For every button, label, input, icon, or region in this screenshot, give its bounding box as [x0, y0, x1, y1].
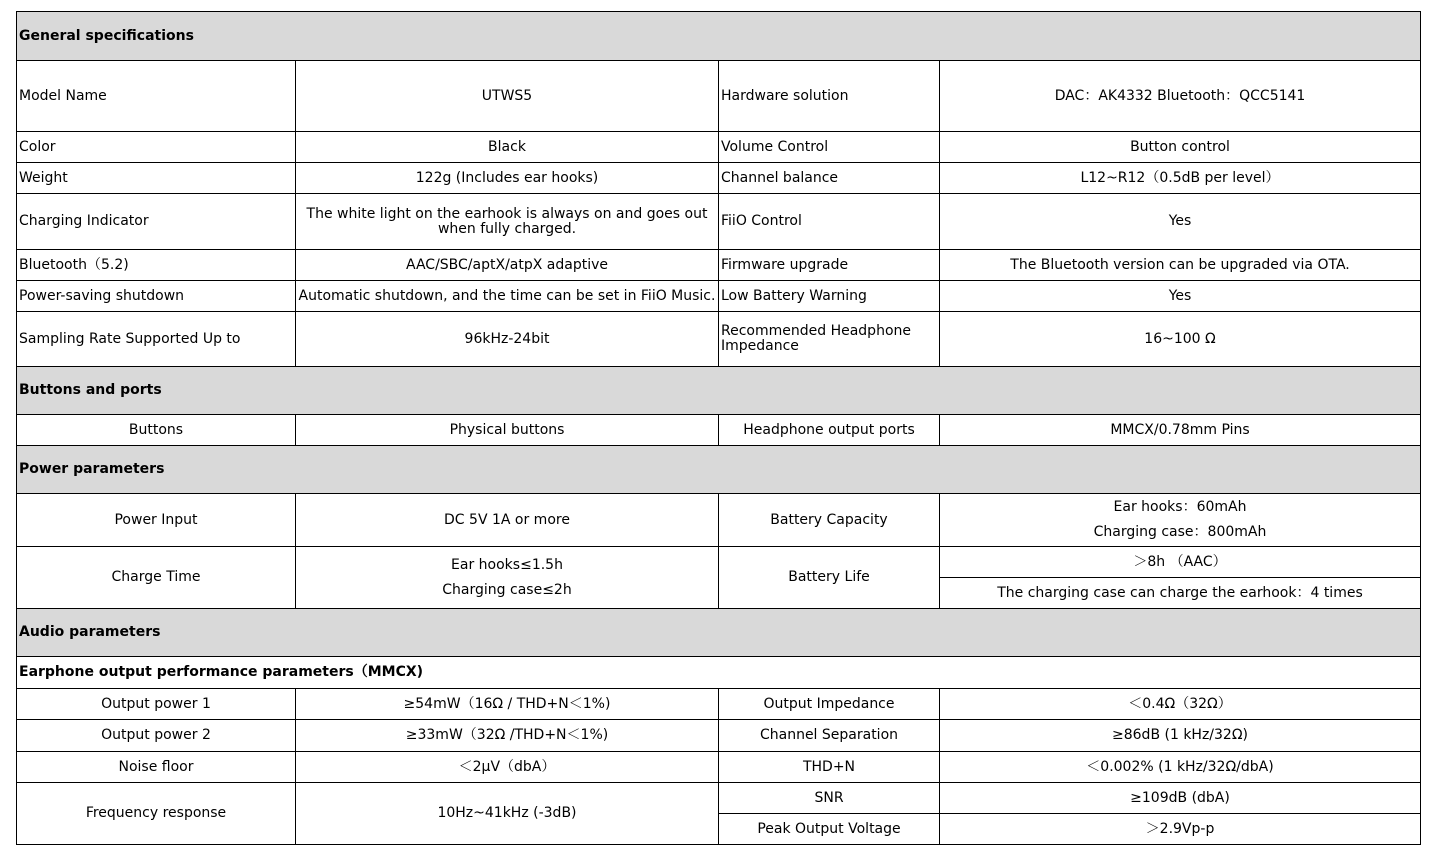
spec-label: THD+N [719, 752, 940, 783]
spec-label: Volume Control [719, 132, 940, 163]
spec-label: Model Name [17, 61, 296, 132]
spec-value: 122g (Includes ear hooks) [296, 163, 719, 194]
spec-value [296, 547, 719, 609]
spec-label: Channel balance [719, 163, 940, 194]
section-power-heading: Power parameters [17, 446, 1421, 494]
spec-label: Peak Output Voltage [719, 814, 940, 845]
spec-value: 96kHz-24bit [296, 312, 719, 367]
spec-label: Recommended Headphone Impedance [719, 312, 940, 367]
spec-value: MMCX/0.78mm Pins [940, 415, 1421, 446]
charge-ear-hooks: Ear hooks≤1.5h [451, 556, 563, 573]
spec-value: ≥109dB (dbA) [940, 783, 1421, 814]
spec-value: Black [296, 132, 719, 163]
spec-label: Headphone output ports [719, 415, 940, 446]
spec-value: ≥33mW（32Ω /THD+N＜1%) [296, 720, 719, 752]
spec-label: Power Input [17, 494, 296, 547]
spec-value: L12~R12（0.5dB per level） [940, 163, 1421, 194]
spec-value: ≥86dB (1 kHz/32Ω) [940, 720, 1421, 752]
subsection-earphone-heading: Earphone output performance parameters（MMCX) [17, 657, 1421, 689]
spec-table [16, 11, 1421, 845]
spec-value: Yes [940, 281, 1421, 312]
spec-label: Battery Life [719, 547, 940, 609]
spec-label: Battery Capacity [719, 494, 940, 547]
spec-value: The white light on the earhook is always on and goes out when fully charged. [296, 194, 719, 250]
charge-charging-case: Charging case≤2h [442, 581, 572, 598]
spec-value: Button control [940, 132, 1421, 163]
spec-value: UTWS5 [296, 61, 719, 132]
spec-value: 16~100 Ω [940, 312, 1421, 367]
spec-label: Output power 1 [17, 689, 296, 720]
spec-label: Output power 2 [17, 720, 296, 752]
spec-label: Bluetooth（5.2) [17, 250, 296, 281]
spec-label: Output Impedance [719, 689, 940, 720]
spec-value: DAC：AK4332 Bluetooth：QCC5141 [940, 61, 1421, 132]
spec-value [940, 494, 1421, 547]
spec-label: Buttons [17, 415, 296, 446]
spec-label: Weight [17, 163, 296, 194]
spec-value: ＜0.002% (1 kHz/32Ω/dbA) [940, 752, 1421, 783]
spec-value: 10Hz~41kHz (-3dB) [296, 783, 719, 845]
spec-value: The charging case can charge the earhook：4 times [940, 578, 1421, 609]
spec-label: Channel Separation [719, 720, 940, 752]
spec-label: Frequency response [17, 783, 296, 845]
spec-value: Automatic shutdown, and the time can be set in FiiO Music. [296, 281, 719, 312]
spec-label: Hardware solution [719, 61, 940, 132]
spec-value: AAC/SBC/aptX/atpX adaptive [296, 250, 719, 281]
capacity-charging-case: Charging case：800mAh [1093, 524, 1267, 540]
spec-value: ≥54mW（16Ω / THD+N＜1%) [296, 689, 719, 720]
spec-label: Charging Indicator [17, 194, 296, 250]
section-general-heading: General specifications [17, 12, 1421, 61]
spec-value: The Bluetooth version can be upgraded via OTA. [940, 250, 1421, 281]
spec-label: SNR [719, 783, 940, 814]
capacity-ear-hooks: Ear hooks：60mAh [1113, 499, 1247, 515]
spec-value: Physical buttons [296, 415, 719, 446]
spec-value: Yes [940, 194, 1421, 250]
spec-label: Color [17, 132, 296, 163]
spec-label: Firmware upgrade [719, 250, 940, 281]
spec-label: Low Battery Warning [719, 281, 940, 312]
spec-label: Sampling Rate Supported Up to [17, 312, 296, 367]
spec-value: ＜0.4Ω（32Ω） [940, 689, 1421, 720]
spec-value: ＜2μV（dbA） [296, 752, 719, 783]
spec-value: DC 5V 1A or more [296, 494, 719, 547]
spec-value: ＞8h （AAC） [940, 547, 1421, 578]
section-audio-heading: Audio parameters [17, 609, 1421, 657]
spec-label: Noise floor [17, 752, 296, 783]
spec-label: Power-saving shutdown [17, 281, 296, 312]
spec-label: FiiO Control [719, 194, 940, 250]
spec-label: Charge Time [17, 547, 296, 609]
spec-value: ＞2.9Vp-p [940, 814, 1421, 845]
section-buttons-heading: Buttons and ports [17, 367, 1421, 415]
